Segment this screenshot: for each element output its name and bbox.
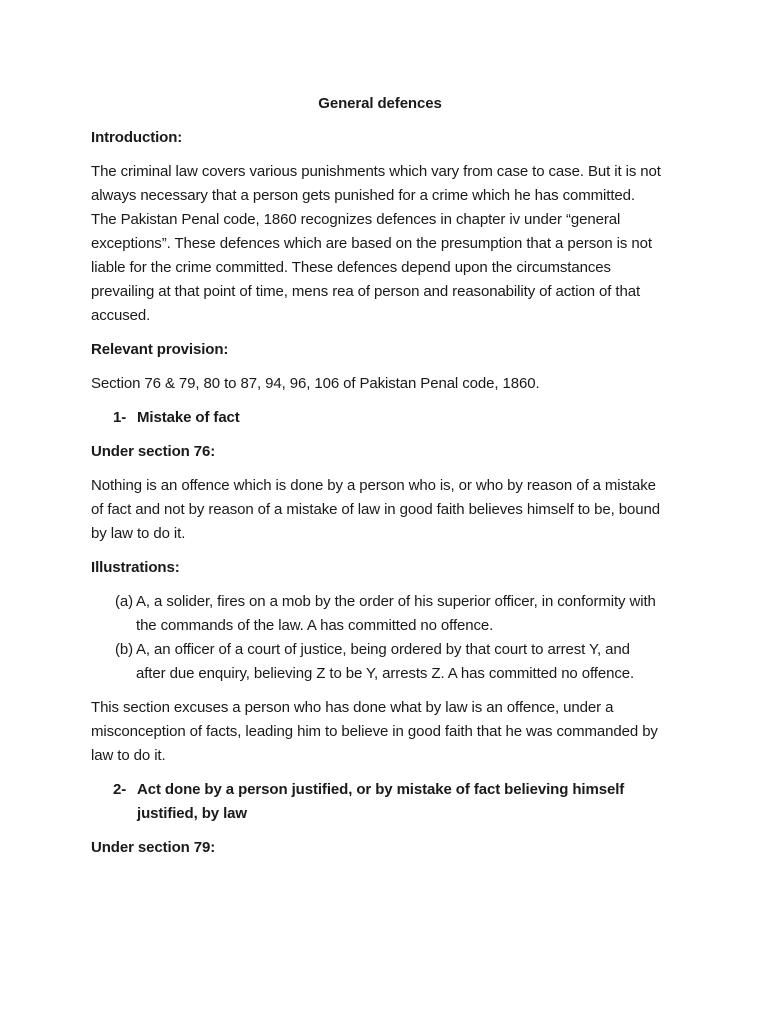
- section-79-heading: Under section 79:: [91, 839, 216, 856]
- section-76-heading: Under section 76:: [91, 443, 216, 460]
- section-1-title: Mistake of fact: [137, 409, 240, 426]
- illustrations-list: [91, 590, 661, 686]
- illustration-label: (b): [115, 641, 134, 658]
- relevant-provision-text: Section 76 & 79, 80 to 87, 94, 96, 106 of Pakistan Penal code, 1860.: [91, 375, 540, 392]
- section-1-number: 1-: [113, 409, 127, 426]
- illustration-label: (a): [115, 593, 134, 610]
- illustrations-heading: Illustrations:: [91, 559, 180, 576]
- document-title: General defences: [318, 95, 442, 112]
- illustration-text: A, an officer of a court of justice, being ordered by that court to arrest Y, and after due enquiry, believing Z to be Y, arrests Z. A has committed no offence.: [136, 641, 635, 682]
- section-76-text: Nothing is an offence which is done by a person who is, or who by reason of a mistake of fact and not by reason of a mistake of law in good faith believes himself to be, bound by law to do it.: [91, 477, 660, 542]
- section-2-title: Act done by a person justified, or by mistake of fact believing himself justified, by law: [137, 781, 625, 822]
- section-1-heading: [91, 406, 661, 430]
- section-2-heading: [91, 778, 661, 826]
- introduction-heading: Introduction:: [91, 129, 183, 146]
- section-2-number: 2-: [113, 781, 127, 798]
- introduction-paragraph: The criminal law covers various punishments which vary from case to case. But it is not always necessary that a person gets punished for a crime which he has committed. The Pakistan Penal code, 1860 recognizes defences in chapter iv under “general exceptions”. These defences which are based on the presumption that a person is not liable for the crime committed. These defences depend upon the circumstances prevailing at that point of time, mens rea of person and reasonability of action of that accused.: [91, 163, 661, 324]
- section-76-explanation: This section excuses a person who has done what by law is an offence, under a misconception of facts, leading him to believe in good faith that he was commanded by law to do it.: [91, 699, 658, 764]
- relevant-provision-heading: Relevant provision:: [91, 341, 229, 358]
- document-body: [91, 92, 661, 870]
- illustration-text: A, a solider, fires on a mob by the order of his superior officer, in conformity with the commands of the law. A has committed no offence.: [136, 593, 656, 634]
- illustration-item: [91, 638, 661, 686]
- illustration-item: [91, 590, 661, 638]
